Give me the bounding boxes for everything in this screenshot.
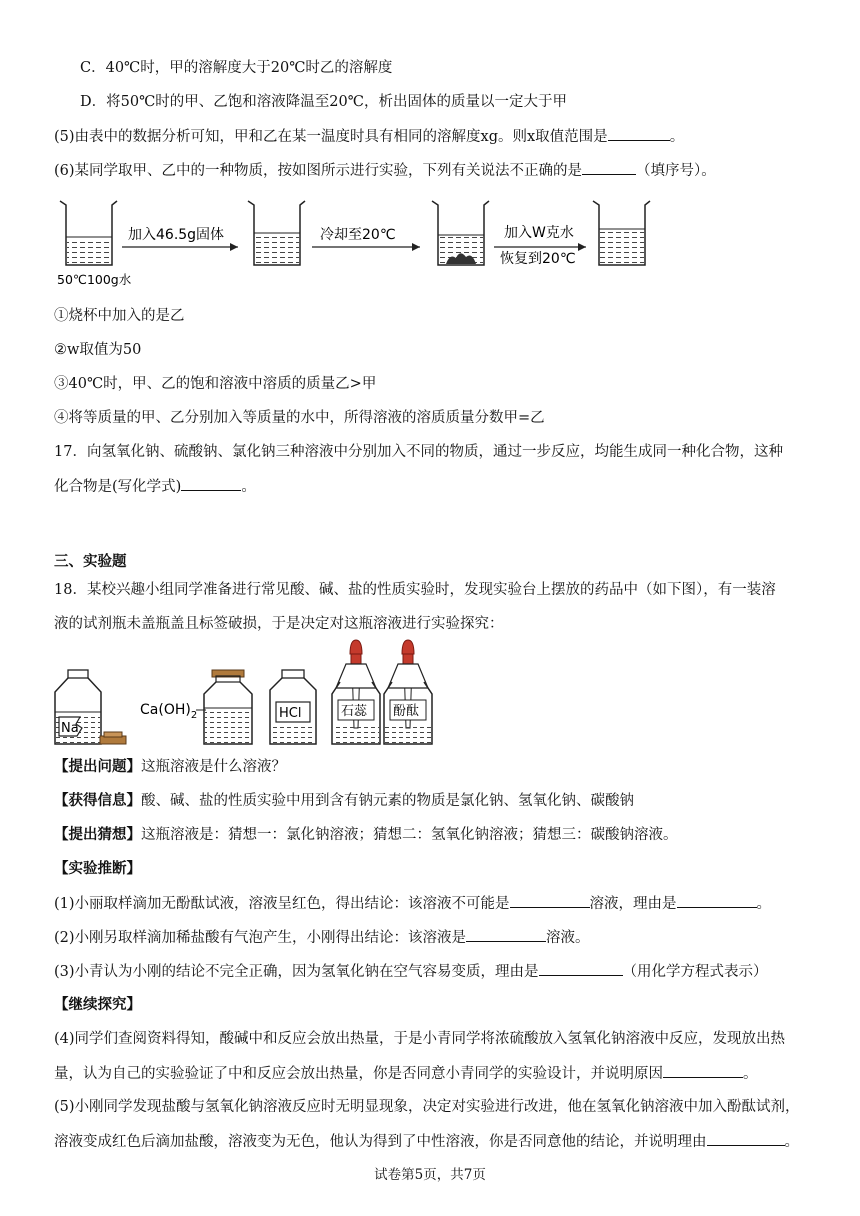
answer-blank[interactable] [707,1131,785,1146]
q18-part2 [54,927,590,948]
q17-line2-text: 化合物是(写化学式) [54,479,182,495]
answer-blank[interactable] [181,476,241,491]
part5-text-b: 溶液变成红色后滴加盐酸，溶液变为无色，他认为得到了中性溶液，你是否同意他的结论，并说明理由 [54,1134,707,1150]
beaker-1 [60,201,117,265]
guess-text: 这瓶溶液是：猜想一：氯化钠溶液；猜想二：氢氧化钠溶液；猜想三：碳酸钠溶液。 [141,827,678,843]
arrow-3-label-top: 加入W克水 [504,225,574,241]
arrow-1-label: 加入46.5g固体 [128,227,225,243]
q18-part4-line2 [54,1063,758,1084]
part2-text-a: (2)小刚另取样滴加稀盐酸有气泡产生，小刚得出结论：该溶液是 [54,930,467,946]
beaker-3 [432,201,489,265]
part4-text-b: 量，认为自己的实验验证了中和反应会放出热量，你是否同意小青同学的实验设计，并说明原因 [54,1066,663,1082]
answer-blank[interactable] [466,927,546,942]
info-line [54,791,634,811]
q16-part5-end: 。 [669,129,685,145]
q16-part5-text: (5)由表中的数据分析可知，甲和乙在某一温度时具有相同的溶解度xg。则x取值范围是 [54,129,608,145]
broken-label-bottle [55,670,101,744]
q16-part5 [54,126,684,147]
option-d: D．将50℃时的甲、乙饱和溶液降温至20℃，析出固体的质量以一定大于甲 [80,94,567,110]
question-prompt [54,757,286,777]
tag-info: 【获得信息】 [54,792,141,809]
q18-part1 [54,893,771,914]
q16-part6-text: (6)某同学取甲、乙中的一种物质，按如图所示进行实验，下列有关说法不正确的是 [54,163,583,179]
statement-2: ②w取值为50 [54,342,142,358]
reagent-bottles-figure [0,640,860,750]
section-title: 三、实验题 [54,553,127,570]
hcl-label: HCl [279,706,302,721]
q17-line2 [54,476,256,497]
litmus-label: 石蕊 [341,704,368,719]
part3-text-b: （用化学方程式表示） [622,964,768,980]
part1-text-a: (1)小丽取样滴加无酚酞试液，溶液呈红色，得出结论：该溶液不可能是 [54,896,510,912]
part2-text-b: 溶液。 [546,930,590,946]
loose-stopper [100,732,126,744]
litmus-dropper-bottle [332,640,380,744]
part3-text-a: (3)小青认为小刚的结论不完全正确，因为氢氧化钠在空气容易变质，理由是 [54,964,539,980]
ask-text: 这瓶溶液是什么溶液？ [141,759,286,775]
calcium-hydroxide-bottle [204,670,252,744]
statement-1: ①烧杯中加入的是乙 [54,308,185,324]
part1-text-b: 溶液，理由是 [589,896,677,912]
statement-4: ④将等质量的甲、乙分别加入等质量的水中，所得溶液的溶质质量分数甲=乙 [54,410,545,426]
na-label: Na [61,721,79,736]
beaker-2 [248,201,305,265]
guess-line [54,825,678,845]
q16-part6 [54,160,716,181]
answer-blank[interactable] [582,160,636,175]
answer-blank[interactable] [663,1063,743,1078]
beaker-experiment-figure [0,195,860,295]
option-c: C．40℃时，甲的溶解度大于20℃时乙的溶解度 [80,60,393,76]
arrow-3-label-bottom: 恢复到20℃ [500,251,576,267]
q18-part5-line2 [54,1131,799,1152]
page-footer: 试卷第5页，共7页 [374,1167,486,1183]
tag-guess: 【提出猜想】 [54,826,141,843]
part1-text-c: 。 [756,896,772,912]
part4-text-c: 。 [743,1066,758,1082]
answer-blank[interactable] [510,893,590,908]
arrow-1 [122,243,238,251]
arrow-3 [494,243,586,251]
q16-part6-end: （填序号）。 [636,163,716,179]
answer-blank[interactable] [608,126,670,141]
part5-text-c: 。 [784,1134,799,1150]
q18-intro-2: 液的试剂瓶未盖瓶盖且标签破损，于是决定对这瓶溶液进行实验探究： [54,616,504,632]
q18-part5-line1: (5)小刚同学发现盐酸与氢氧化钠溶液反应时无明显现象，决定对实验进行改进，他在氢氧化钠溶液中加入酚酞试剂， [54,1099,800,1115]
statement-3: ③40℃时，甲、乙的饱和溶液中溶质的质量乙>甲 [54,376,377,392]
answer-blank[interactable] [539,961,623,976]
tag-ask: 【提出问题】 [54,758,141,775]
q18-intro-1: 18．某校兴趣小组同学准备进行常见酸、碱、盐的性质实验时，发现实验台上摆放的药品中（如下图），有一装溶 [54,582,776,598]
phenolphthalein-label: 酚酞 [393,704,420,719]
q17-line1: 17．向氢氧化钠、硫酸钠、氯化钠三种溶液中分别加入不同的物质，通过一步反应，均能生成同一种化合物，这种 [54,444,783,460]
q17-line2-end: 。 [241,479,256,495]
info-text: 酸、碱、盐的性质实验中用到含有钠元素的物质是氯化钠、氢氧化钠、碳酸钠 [141,793,634,809]
phenolphthalein-dropper-bottle [384,640,432,744]
calcium-hydroxide-label: $Ca(OH)_2$ [140,702,198,721]
arrow-2-label: 冷却至20℃ [320,227,396,243]
beaker-4 [593,201,650,265]
arrow-2 [312,243,420,251]
hcl-bottle [270,670,316,744]
q18-part3 [54,961,768,982]
tag-infer: 【实验推断】 [54,860,141,877]
q18-part4-line1: (4)同学们查阅资料得知，酸碱中和反应会放出热量，于是小青同学将浓硫酸放入氢氧化钠溶液中反应，发现放出热 [54,1031,786,1047]
start-label: 50℃100g水 [57,272,132,287]
answer-blank[interactable] [677,893,757,908]
tag-continue: 【继续探究】 [54,996,141,1013]
